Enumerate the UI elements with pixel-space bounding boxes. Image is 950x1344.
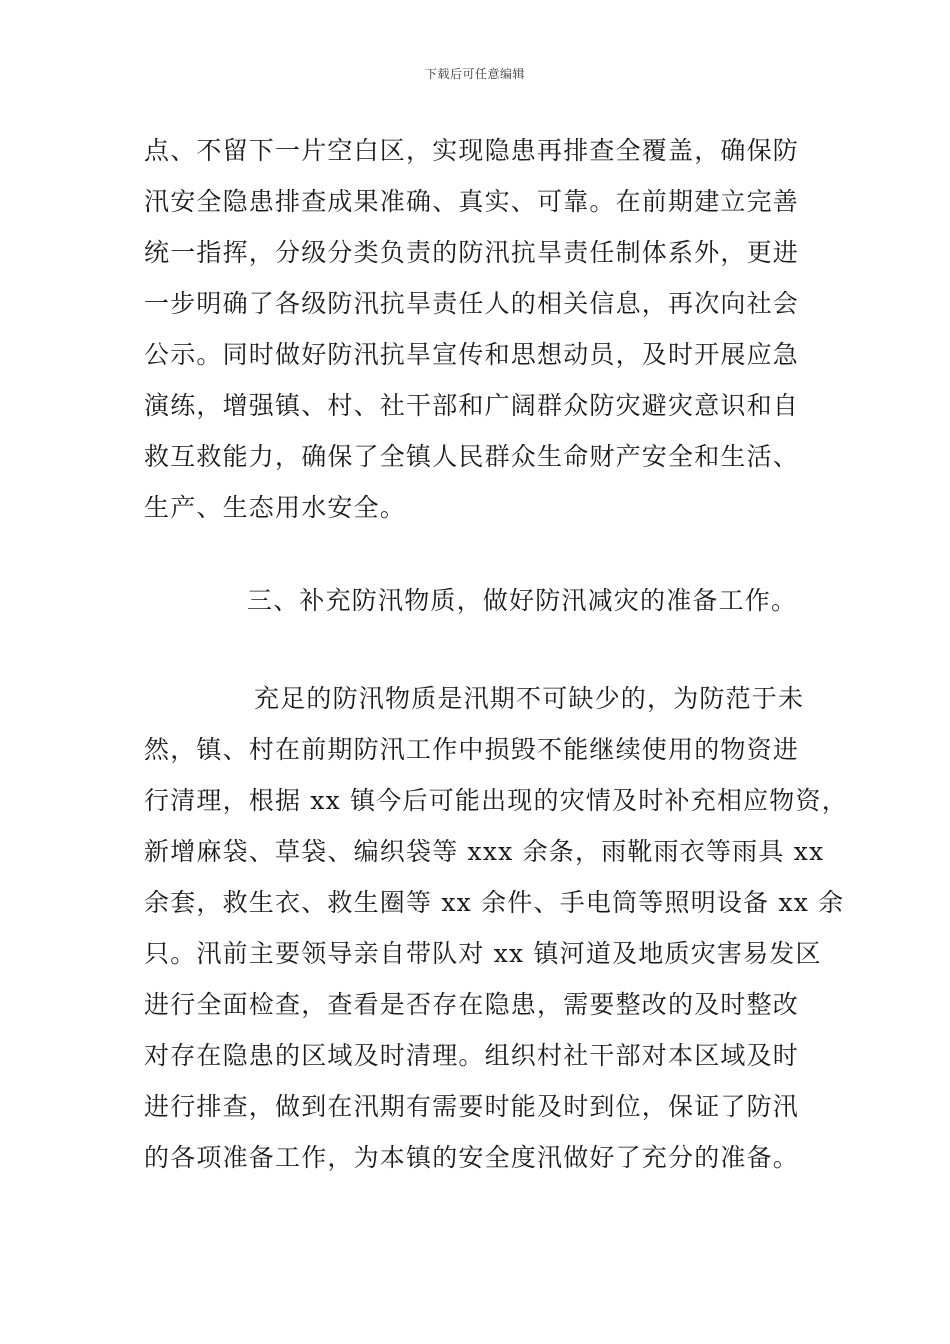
header-note: 下载后可任意编辑: [424, 67, 525, 81]
paragraph-line: 进行排查，做到在汛期有需要时能及时到位，保证了防汛: [144, 1092, 800, 1121]
paragraph-line: 然，镇、村在前期防汛工作中损毁不能继续使用的物资进: [144, 735, 800, 764]
section-heading: 三、补充防汛物质，做好防汛减灾的准备工作。: [247, 586, 798, 615]
paragraph-line: 生产、生态用水安全。: [144, 493, 407, 522]
paragraph-2: [144, 673, 848, 1183]
paragraph-line: 统一指挥，分级分类负责的防汛抗旱责任制体系外，更进: [144, 238, 800, 267]
paragraph-line: 余套，救生衣、救生圈等 xx 余件、手电筒等照明设备 xx 余: [144, 888, 845, 917]
paragraph-line: 对存在隐患的区域及时清理。组织村社干部对本区域及时: [144, 1041, 800, 1070]
paragraph-line: 只。汛前主要领导亲自带队对 xx 镇河道及地质灾害易发区: [144, 939, 822, 968]
paragraph-line: 汛安全隐患排查成果准确、真实、可靠。在前期建立完善: [144, 187, 800, 216]
paragraph-line: 行清理，根据 xx 镇今后可能出现的灾情及时补充相应物资，: [144, 786, 848, 815]
paragraph-line: 的各项准备工作，为本镇的安全度汛做好了充分的准备。: [144, 1143, 800, 1172]
paragraph-1: [144, 125, 824, 533]
paragraph-line: 新增麻袋、草袋、编织袋等 xxx 余条，雨靴雨衣等雨具 xx: [144, 837, 825, 866]
paragraph-line: 救互救能力，确保了全镇人民群众生命财产安全和生活、: [144, 442, 800, 471]
paragraph-line: 公示。同时做好防汛抗旱宣传和思想动员，及时开展应急: [144, 340, 800, 369]
paragraph-line: 演练，增强镇、村、社干部和广阔群众防灾避灾意识和自: [144, 391, 800, 420]
paragraph-line: 进行全面检查，查看是否存在隐患，需要整改的及时整改: [144, 990, 800, 1019]
paragraph-line: 一步明确了各级防汛抗旱责任人的相关信息，再次向社会: [144, 289, 800, 318]
paragraph-line: 点、不留下一片空白区，实现隐患再排查全覆盖，确保防: [144, 136, 800, 165]
paragraph-line: 充足的防汛物质是汛期不可缺少的，为防范于未: [254, 684, 805, 713]
